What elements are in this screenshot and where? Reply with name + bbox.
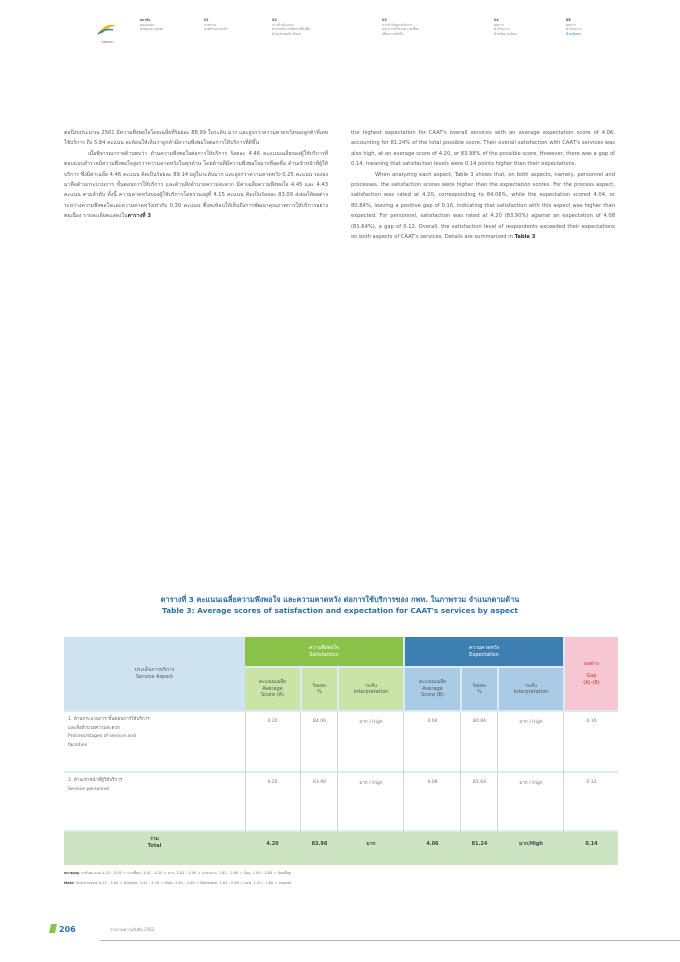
row1-exp-avg: 4.04 [427, 719, 438, 724]
row1-gap: 0.16 [586, 719, 597, 724]
left-paragraph-1: ต่อปีงบประมาณ 2561 มีความพึงพอใจโดยเฉลี่ยที่ร้อยละ 88.99 ในระดับ มาก และสูงกว่าความคาดหวังของลูกค้าที่เคยใช้บริการ ถึง 5.84 คะแนน สะท้อนให้เห็นว่าลูกค้ามีความพึงพอใจต่อการให้บริการที่ดีขึ้น [64, 130, 328, 147]
row2-aspect: 2. ด้านเจ้าหน้าที่ผู้ให้บริการ Service personnel [68, 778, 123, 792]
nav-item-02[interactable]: 02 การดำเนินงาน ตามหลักการพัฒนาที่ยั่งยืน ด้านเศรษฐกิจ สังคม [272, 18, 311, 36]
divider [300, 712, 301, 832]
divider [563, 712, 564, 832]
nav-item-04[interactable]: 04 ผลการ ดำเนินงาน ด้านสิ่งแวดล้อม [494, 18, 517, 36]
nav-item-05[interactable]: 05 ผลการ ดำเนินงาน ด้านสังคม [566, 18, 582, 36]
left-table-ref: ตารางที่ 3 [127, 213, 151, 220]
header-sat-average: คะแนนเฉลี่ย Average Score (A) [245, 668, 300, 710]
divider [337, 712, 338, 832]
footer-title: รายงานความยั่งยืน 2562 [110, 927, 155, 932]
total-exp-pct: 81.24 [471, 841, 488, 847]
total-exp-avg: 4.06 [426, 841, 439, 847]
row2-exp-avg: 4.08 [427, 780, 438, 785]
table-note-en: Note: Score levels 4.21 - 5.00 = Highest, 3.41 - 4.20 = High, 2.61 - 3.40 = Moderate, 1.81 - 2.60 = Low, 1.00 - 1.80 = Lowest [64, 881, 292, 885]
header-expectation: ความคาดหวัง Expectation [405, 637, 563, 666]
row1-exp-level: มาก / High [519, 720, 543, 725]
table-title-en: Table 3: Average scores of satisfaction and expectation for CAAT's services by aspect [162, 606, 518, 615]
total-label: รวม Total [147, 836, 162, 849]
total-sat-pct: 83.98 [311, 841, 328, 847]
footer-divider [100, 940, 680, 941]
divider [460, 712, 461, 832]
page-number: 206 [50, 924, 76, 934]
row1-aspect: 1. ด้านกระบวนการ ขั้นตอนการให้บริการ และสิ่งอำนวยความสะดวก Process/stages of service and facilities [68, 717, 150, 748]
nav-item-01[interactable]: 01 ภาพรวม องค์กรและธุรกิจ [204, 18, 228, 32]
header-gap: ผลต่าง Gap (A)-(B) [565, 637, 618, 710]
total-sat-avg: 4.20 [266, 841, 279, 847]
table-title [64, 594, 616, 616]
nav-item-intro[interactable]: สถาบัน ตอบสนอง สังคมและชุมชน [140, 18, 164, 32]
total-sat-level: มาก [366, 841, 376, 847]
total-exp-level: มาก/High [519, 841, 543, 847]
logo-icon[interactable] [96, 18, 118, 40]
left-paragraph-2: เมื่อพิจารณารายด้านพบว่า ด้านความพึงพอใจต่อการให้บริการ ร้อยละ 4.46 คะแนนเฉลี่ยของผู้ใช้บริการที่ตอบแบบสำรวจมีความพึงพอใจสูงกว่าความคาดหวังในทุกด้าน โดยด้านที่มีความพึงพอใจมากที่สุดคือ ด้านเจ้าหน้าที่ผู้ให้บริการ ซึ่งมีค่าเฉลี่ย 4.46 คะแนน คิดเป็นร้อยละ 89.14 อยู่ในระดับมาก และสูงกว่าความคาดหวัง 0.25 คะแนน รองลงมาคือด้านกระบวนการ ขั้นตอนการให้บริการ และด้านสิ่งอำนวยความสะดวก มีค่าเฉลี่ยความพึงพอใจ 4.45 และ 4.43 คะแนน ตามลำดับ ทั้งนี้ ความคาดหวังของผู้ใช้บริการโดยรวมอยู่ที่ 4.15 คะแนน คิดเป็นร้อยละ 83.09 ส่งผลให้ผลต่างระหว่างความพึงพอใจและความคาดหวังเท่ากับ 0.30 คะแนน ซึ่งสะท้อนให้เห็นถึงการพัฒนาคุณภาพการให้บริการอย่างต่อเนื่อง รายละเอียดแสดงในตารางที่ 3 [64, 150, 328, 220]
row2-sat-pct: 83.90 [312, 780, 327, 785]
divider [497, 712, 498, 832]
row2-sat-level: มาก / High [359, 781, 383, 786]
header-service-aspect: ประเด็นการบริการ Service Aspect [64, 637, 245, 710]
header-sat-percent: ร้อยละ % [302, 668, 337, 710]
header-exp-percent: ร้อยละ % [462, 668, 497, 710]
row2-gap: 0.12 [586, 780, 597, 785]
satisfaction-table [64, 637, 618, 865]
divider [245, 712, 246, 832]
total-gap: 0.14 [585, 841, 598, 847]
page-mark-icon [49, 924, 57, 933]
right-paragraph-1: the highest expectation for CAAT's overall services with an average expectation score of 4.06, accounting for 81.24% of the total possible score. Their overall satisfaction with CAAT's services was also high, at an average score of 4.20, or 83.98% of the possible score. However, there was a gap of 0.14, meaning that satisfaction levels were 0.14 points higher than their expectations. [351, 130, 615, 168]
row1-sat-level: มาก / High [359, 720, 383, 725]
right-paragraph-2: When analyzing each aspect, Table 3 shows that, on both aspects, namely, personnel and processes, the satisfaction scores were higher than the expectation scores. For the process aspect, satisfaction was rated at 4.20, corresponding to 84.06%, while the expectation scored 4.04, or 80.84%, leaving a positive gap of 0.16, indicating that satisfaction with this aspect was higher than expected. For personnel, satisfaction was rated at 4.20 (83.90%) against an expectation of 4.08 (81.64%), a gap of 0.12. Overall, the satisfaction level of respondents exceeded their expectations on both aspects of CAAT's services. Details are summarized in Table 3 [351, 171, 615, 241]
row1-sat-avg: 4.20 [267, 719, 278, 724]
right-table-ref: Table 3 [514, 234, 536, 241]
right-text-column [351, 128, 615, 242]
left-text-column [64, 128, 328, 222]
row2-exp-pct: 81.64 [472, 780, 487, 785]
table-title-th: ตารางที่ 3 คะแนนเฉลี่ยความพึงพอใจ และความคาดหวัง ต่อการใช้บริการของ กพท. ในภาพรวม จำแนกตามด้าน [160, 595, 520, 604]
header-exp-level: ระดับ Interpretation [499, 668, 563, 710]
nav-item-03[interactable]: 03 การกำกับดูแลกิจการ และการบริหารความเสี่ยง เพื่อความยั่งยืน [382, 18, 419, 36]
row1-sat-pct: 84.06 [312, 719, 327, 724]
row1-exp-pct: 80.84 [472, 719, 487, 724]
row2-sat-avg: 4.20 [267, 780, 278, 785]
header-exp-average: คะแนนเฉลี่ย Average Score (B) [405, 668, 460, 710]
table-note-th: หมายเหตุ: ระดับคะแนน 4.21 - 5.00 = มากที่สุด, 3.41 - 4.20 = มาก, 2.61 - 3.40 = ปานกลาง, 1.81 - 2.60 = น้อย, 1.00 - 1.80 = น้อยที่สุด [64, 871, 292, 875]
row2-exp-level: มาก / High [519, 781, 543, 786]
logo-caption: ENERGY [101, 40, 115, 44]
header-sat-level: ระดับ Interpretation [339, 668, 403, 710]
header-satisfaction: ความพึงพอใจ Satisfaction [245, 637, 403, 666]
divider [403, 712, 404, 832]
top-navigation [88, 14, 628, 46]
